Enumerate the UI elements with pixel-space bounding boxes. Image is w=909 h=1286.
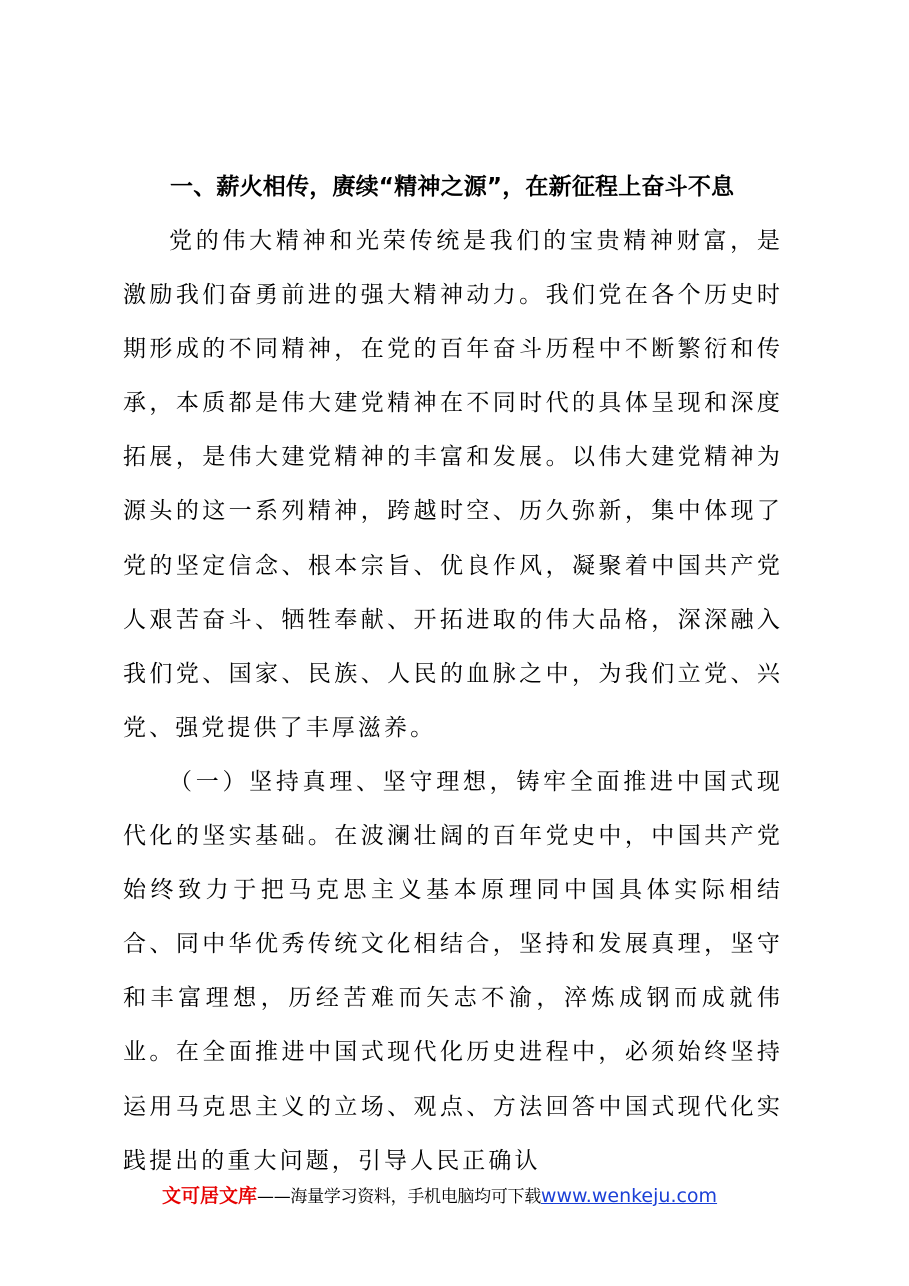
section-heading: 一、薪火相传，赓续“精神之源”，在新征程上奋斗不息 bbox=[170, 174, 735, 200]
footer-banner bbox=[162, 1180, 862, 1212]
footer-slogan: ——海量学习资料，手机电脑均可下载 bbox=[257, 1187, 541, 1207]
body-paragraph-2: （一）坚持真理、坚守理想，铸牢全面推进中国式现代化的坚实基础。在波澜壮阔的百年党史中，中国共产党始终致力于把马克思主义基本原理同中国具体实际相结合、同中华优秀传统文化相结合，坚持和发展真理，坚守和丰富理想，历经苦难而矢志不渝，淬炼成钢而成就伟业。在全面推进中国式现代化历史进程中，必须始终坚持运用马克思主义的立场、观点、方法回答中国式现代化实践提出的重大问题，引导人民正确认 bbox=[123, 768, 783, 1174]
body-paragraph-1: 党的伟大精神和光荣传统是我们的宝贵精神财富，是激励我们奋勇前进的强大精神动力。我们党在各个历史时期形成的不同精神，在党的百年奋斗历程中不断繁衍和传承，本质都是伟大建党精神在不同时代的具体呈现和深度拓展，是伟大建党精神的丰富和发展。以伟大建党精神为源头的这一系列精神，跨越时空、历久弥新，集中体现了党的坚定信念、根本宗旨、优良作风，凝聚着中国共产党人艰苦奋斗、牺牲奉献、开拓进取的伟大品格，深深融入我们党、国家、民族、人民的血脉之中，为我们立党、兴党、强党提供了丰厚滋养。 bbox=[123, 228, 783, 741]
footer-brand: 文可居文库 bbox=[162, 1185, 258, 1207]
document-body bbox=[123, 160, 783, 1188]
footer-link[interactable]: www.wenkeju.com bbox=[540, 1185, 718, 1207]
